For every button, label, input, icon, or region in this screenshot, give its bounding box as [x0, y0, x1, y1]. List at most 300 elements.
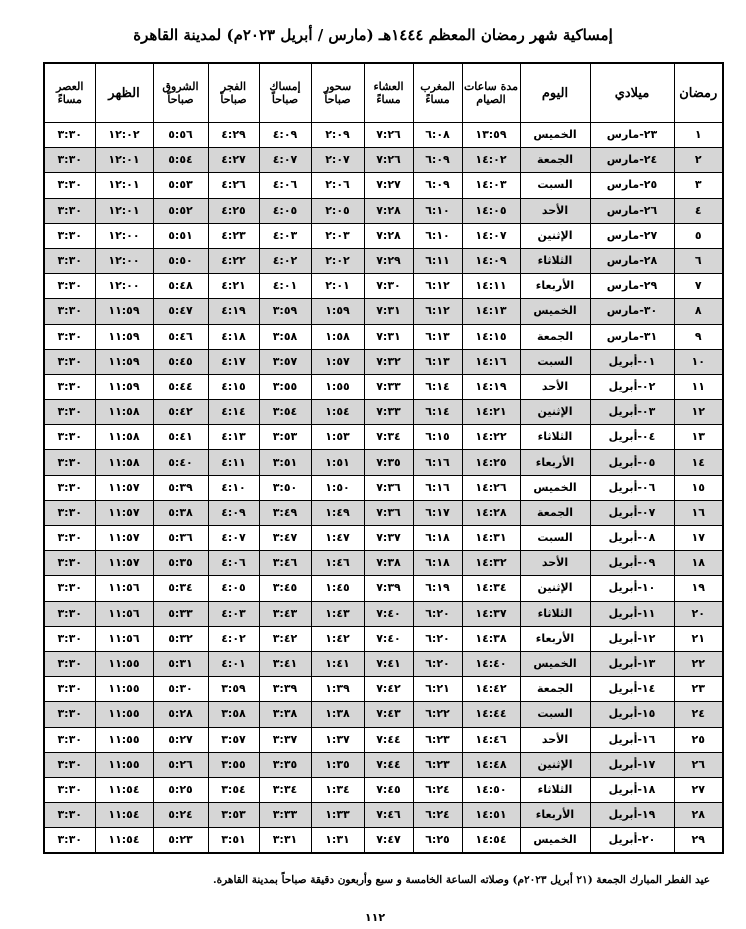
cell-suhoor: ١:٤٥: [311, 576, 364, 601]
cell-asr: ٣:٣٠: [44, 475, 95, 500]
cell-day: الإثنين: [520, 400, 590, 425]
cell-imsak: ٣:٥٥: [259, 374, 311, 399]
cell-shurooq: ٥:٥٢: [153, 198, 208, 223]
cell-asr: ٣:٣٠: [44, 349, 95, 374]
cell-dhuhr: ١١:٥٥: [95, 752, 153, 777]
cell-fajr: ٣:٥٤: [208, 777, 259, 802]
table-row: [44, 551, 723, 576]
cell-suhoor: ١:٣٣: [311, 803, 364, 828]
cell-maghrib: ٦:٢٥: [413, 828, 462, 854]
cell-day: الثلاثاء: [520, 248, 590, 273]
cell-isha: ٧:٤٢: [364, 677, 413, 702]
cell-imsak: ٣:٣٥: [259, 752, 311, 777]
cell-fajr: ٤:٢٩: [208, 123, 259, 148]
cell-shurooq: ٥:٣٢: [153, 626, 208, 651]
cell-shurooq: ٥:٤٢: [153, 400, 208, 425]
cell-shurooq: ٥:٣١: [153, 651, 208, 676]
cell-imsak: ٣:٤٩: [259, 500, 311, 525]
cell-ramadan: ١٨: [674, 551, 723, 576]
table-row: [44, 374, 723, 399]
cell-day: الأربعاء: [520, 450, 590, 475]
cell-day: الأحد: [520, 198, 590, 223]
cell-miladi: ٣٠-مارس: [590, 299, 674, 324]
cell-imsak: ٤:٠٩: [259, 123, 311, 148]
cell-fajr: ٤:١١: [208, 450, 259, 475]
cell-suhoor: ١:٤٩: [311, 500, 364, 525]
cell-dhuhr: ١١:٥٨: [95, 425, 153, 450]
cell-fasting-duration: ١٣:٥٩: [462, 123, 520, 148]
cell-isha: ٧:٤٠: [364, 601, 413, 626]
cell-isha: ٧:٣٠: [364, 274, 413, 299]
cell-shurooq: ٥:٥٤: [153, 148, 208, 173]
cell-day: الجمعة: [520, 677, 590, 702]
cell-maghrib: ٦:١٤: [413, 400, 462, 425]
cell-miladi: ١١-أبريل: [590, 601, 674, 626]
cell-isha: ٧:٢٦: [364, 123, 413, 148]
cell-suhoor: ١:٤١: [311, 651, 364, 676]
cell-maghrib: ٦:١٩: [413, 576, 462, 601]
cell-day: السبت: [520, 702, 590, 727]
cell-miladi: ١٩-أبريل: [590, 803, 674, 828]
cell-fajr: ٣:٥٥: [208, 752, 259, 777]
cell-suhoor: ٢:٠٣: [311, 223, 364, 248]
cell-asr: ٣:٣٠: [44, 551, 95, 576]
cell-ramadan: ٢٩: [674, 828, 723, 854]
cell-ramadan: ٤: [674, 198, 723, 223]
cell-asr: ٣:٣٠: [44, 299, 95, 324]
cell-isha: ٧:٣٣: [364, 374, 413, 399]
table-row: [44, 702, 723, 727]
cell-dhuhr: ١٢:٠١: [95, 198, 153, 223]
cell-suhoor: ٢:٠٧: [311, 148, 364, 173]
cell-fajr: ٤:٢٧: [208, 148, 259, 173]
cell-ramadan: ١٢: [674, 400, 723, 425]
cell-asr: ٣:٣٠: [44, 248, 95, 273]
cell-imsak: ٣:٣٤: [259, 777, 311, 802]
cell-isha: ٧:٢٧: [364, 173, 413, 198]
cell-shurooq: ٥:٢٣: [153, 828, 208, 854]
cell-fajr: ٤:١٩: [208, 299, 259, 324]
cell-fasting-duration: ١٤:٠٧: [462, 223, 520, 248]
table-row: [44, 148, 723, 173]
cell-fajr: ٤:٢٣: [208, 223, 259, 248]
cell-fasting-duration: ١٤:٥٠: [462, 777, 520, 802]
cell-fasting-duration: ١٤:١٣: [462, 299, 520, 324]
cell-miladi: ٢٣-مارس: [590, 123, 674, 148]
cell-miladi: ١٣-أبريل: [590, 651, 674, 676]
cell-suhoor: ٢:٠٢: [311, 248, 364, 273]
cell-day: الإثنين: [520, 576, 590, 601]
cell-isha: ٧:٣٩: [364, 576, 413, 601]
cell-maghrib: ٦:١١: [413, 248, 462, 273]
cell-day: الأحد: [520, 551, 590, 576]
table-row: [44, 576, 723, 601]
cell-fajr: ٤:٠٩: [208, 500, 259, 525]
cell-fasting-duration: ١٤:٠٥: [462, 198, 520, 223]
cell-fasting-duration: ١٤:٣١: [462, 526, 520, 551]
cell-maghrib: ٦:١٢: [413, 274, 462, 299]
cell-dhuhr: ١١:٥٩: [95, 299, 153, 324]
cell-ramadan: ١٤: [674, 450, 723, 475]
cell-day: الثلاثاء: [520, 601, 590, 626]
cell-maghrib: ٦:٠٨: [413, 123, 462, 148]
cell-shurooq: ٥:٢٥: [153, 777, 208, 802]
table-row: [44, 752, 723, 777]
cell-day: الثلاثاء: [520, 777, 590, 802]
cell-shurooq: ٥:٢٧: [153, 727, 208, 752]
cell-maghrib: ٦:١٦: [413, 450, 462, 475]
cell-dhuhr: ١٢:٠١: [95, 148, 153, 173]
cell-miladi: ١٠-أبريل: [590, 576, 674, 601]
cell-shurooq: ٥:٤٦: [153, 324, 208, 349]
cell-miladi: ١٧-أبريل: [590, 752, 674, 777]
cell-imsak: ٣:٥٠: [259, 475, 311, 500]
cell-asr: ٣:٣٠: [44, 500, 95, 525]
cell-fasting-duration: ١٤:٣٤: [462, 576, 520, 601]
cell-miladi: ١٥-أبريل: [590, 702, 674, 727]
cell-fasting-duration: ١٤:١٥: [462, 324, 520, 349]
table-row: [44, 601, 723, 626]
cell-suhoor: ١:٣١: [311, 828, 364, 854]
cell-imsak: ٤:٠٧: [259, 148, 311, 173]
table-row: [44, 299, 723, 324]
cell-suhoor: ١:٤٢: [311, 626, 364, 651]
column-header-shurooq: الشروق صباحاً: [153, 63, 208, 123]
cell-maghrib: ٦:٢٣: [413, 727, 462, 752]
cell-maghrib: ٦:٢٠: [413, 601, 462, 626]
cell-ramadan: ٢٠: [674, 601, 723, 626]
cell-shurooq: ٥:٥١: [153, 223, 208, 248]
cell-imsak: ٣:٣١: [259, 828, 311, 854]
cell-maghrib: ٦:٢٤: [413, 803, 462, 828]
cell-fasting-duration: ١٤:٠٢: [462, 148, 520, 173]
cell-miladi: ٠٥-أبريل: [590, 450, 674, 475]
table-row: [44, 349, 723, 374]
cell-asr: ٣:٣٠: [44, 601, 95, 626]
cell-isha: ٧:٣٧: [364, 526, 413, 551]
table-row: [44, 400, 723, 425]
cell-shurooq: ٥:٥٦: [153, 123, 208, 148]
cell-ramadan: ٢١: [674, 626, 723, 651]
cell-imsak: ٤:٠٥: [259, 198, 311, 223]
table-row: [44, 651, 723, 676]
cell-suhoor: ١:٥١: [311, 450, 364, 475]
cell-shurooq: ٥:٣٦: [153, 526, 208, 551]
cell-miladi: ٠٢-أبريل: [590, 374, 674, 399]
cell-day: الجمعة: [520, 500, 590, 525]
cell-miladi: ٢٨-مارس: [590, 248, 674, 273]
cell-miladi: ٠٣-أبريل: [590, 400, 674, 425]
cell-dhuhr: ١١:٥٨: [95, 450, 153, 475]
column-header-ramadan: رمضان: [674, 63, 723, 123]
cell-suhoor: ١:٣٤: [311, 777, 364, 802]
cell-asr: ٣:٣٠: [44, 626, 95, 651]
cell-asr: ٣:٣٠: [44, 374, 95, 399]
cell-isha: ٧:٢٨: [364, 223, 413, 248]
cell-isha: ٧:٤٤: [364, 727, 413, 752]
cell-maghrib: ٦:٢٢: [413, 702, 462, 727]
cell-day: الخميس: [520, 475, 590, 500]
cell-shurooq: ٥:٥٣: [153, 173, 208, 198]
cell-fajr: ٤:١٤: [208, 400, 259, 425]
table-row: [44, 803, 723, 828]
cell-day: الخميس: [520, 299, 590, 324]
table-row: [44, 450, 723, 475]
cell-ramadan: ٧: [674, 274, 723, 299]
cell-isha: ٧:٣٦: [364, 475, 413, 500]
cell-miladi: ٢٥-مارس: [590, 173, 674, 198]
cell-dhuhr: ١١:٥٦: [95, 601, 153, 626]
cell-ramadan: ٢٨: [674, 803, 723, 828]
cell-dhuhr: ١٢:٠٢: [95, 123, 153, 148]
cell-suhoor: ١:٤٧: [311, 526, 364, 551]
cell-suhoor: ٢:٠٥: [311, 198, 364, 223]
cell-fajr: ٣:٥١: [208, 828, 259, 854]
cell-maghrib: ٦:١٤: [413, 374, 462, 399]
cell-dhuhr: ١١:٥٧: [95, 526, 153, 551]
cell-isha: ٧:٤٤: [364, 752, 413, 777]
cell-fajr: ٣:٥٧: [208, 727, 259, 752]
cell-dhuhr: ١١:٥٦: [95, 576, 153, 601]
cell-imsak: ٣:٤٦: [259, 551, 311, 576]
cell-suhoor: ١:٥٤: [311, 400, 364, 425]
table-row: [44, 626, 723, 651]
cell-shurooq: ٥:٣٥: [153, 551, 208, 576]
cell-ramadan: ١٥: [674, 475, 723, 500]
table-row: [44, 223, 723, 248]
cell-fasting-duration: ١٤:٠٩: [462, 248, 520, 273]
cell-day: الإثنين: [520, 752, 590, 777]
cell-maghrib: ٦:٢١: [413, 677, 462, 702]
cell-maghrib: ٦:١٨: [413, 551, 462, 576]
cell-day: الجمعة: [520, 324, 590, 349]
cell-asr: ٣:٣٠: [44, 702, 95, 727]
cell-asr: ٣:٣٠: [44, 752, 95, 777]
cell-fasting-duration: ١٤:٥١: [462, 803, 520, 828]
cell-day: السبت: [520, 526, 590, 551]
column-header-suhoor: سحور صباحاً: [311, 63, 364, 123]
cell-ramadan: ٢٣: [674, 677, 723, 702]
cell-shurooq: ٥:٣٤: [153, 576, 208, 601]
cell-dhuhr: ١١:٥٥: [95, 727, 153, 752]
cell-asr: ٣:٣٠: [44, 526, 95, 551]
cell-maghrib: ٦:٠٩: [413, 173, 462, 198]
cell-imsak: ٣:٣٣: [259, 803, 311, 828]
column-header-asr: العصر مساءً: [44, 63, 95, 123]
cell-fasting-duration: ١٤:٣٢: [462, 551, 520, 576]
cell-miladi: ٢٠-أبريل: [590, 828, 674, 854]
cell-dhuhr: ١١:٥٧: [95, 500, 153, 525]
cell-ramadan: ١٩: [674, 576, 723, 601]
cell-isha: ٧:٣٦: [364, 500, 413, 525]
cell-suhoor: ١:٣٧: [311, 727, 364, 752]
cell-suhoor: ١:٥٠: [311, 475, 364, 500]
cell-miladi: ٣١-مارس: [590, 324, 674, 349]
column-header-maghrib: المغرب مساءً: [413, 63, 462, 123]
cell-day: الثلاثاء: [520, 425, 590, 450]
cell-ramadan: ١٦: [674, 500, 723, 525]
table-row: [44, 274, 723, 299]
cell-maghrib: ٦:٢٤: [413, 777, 462, 802]
cell-ramadan: ١٠: [674, 349, 723, 374]
cell-ramadan: ٨: [674, 299, 723, 324]
cell-imsak: ٣:٤٥: [259, 576, 311, 601]
cell-fajr: ٤:١٧: [208, 349, 259, 374]
cell-asr: ٣:٣٠: [44, 651, 95, 676]
cell-suhoor: ١:٤٣: [311, 601, 364, 626]
cell-miladi: ١٦-أبريل: [590, 727, 674, 752]
cell-fasting-duration: ١٤:٠٣: [462, 173, 520, 198]
cell-shurooq: ٥:٥٠: [153, 248, 208, 273]
cell-miladi: ١٢-أبريل: [590, 626, 674, 651]
cell-miladi: ٠٨-أبريل: [590, 526, 674, 551]
cell-asr: ٣:٣٠: [44, 324, 95, 349]
cell-dhuhr: ١١:٥٨: [95, 400, 153, 425]
cell-fasting-duration: ١٤:٤٦: [462, 727, 520, 752]
cell-shurooq: ٥:٣٩: [153, 475, 208, 500]
table-row: [44, 500, 723, 525]
cell-fajr: ٤:١٣: [208, 425, 259, 450]
cell-asr: ٣:٣٠: [44, 425, 95, 450]
cell-day: الخميس: [520, 828, 590, 854]
cell-isha: ٧:٤٥: [364, 777, 413, 802]
cell-maghrib: ٦:٠٩: [413, 148, 462, 173]
cell-asr: ٣:٣٠: [44, 828, 95, 854]
cell-miladi: ٠٦-أبريل: [590, 475, 674, 500]
cell-asr: ٣:٣٠: [44, 576, 95, 601]
cell-ramadan: ٢٦: [674, 752, 723, 777]
cell-maghrib: ٦:٢٣: [413, 752, 462, 777]
cell-imsak: ٣:٣٨: [259, 702, 311, 727]
cell-imsak: ٤:٠٦: [259, 173, 311, 198]
cell-day: الخميس: [520, 123, 590, 148]
cell-shurooq: ٥:٤٥: [153, 349, 208, 374]
cell-isha: ٧:٤٦: [364, 803, 413, 828]
cell-dhuhr: ١١:٥٤: [95, 828, 153, 854]
cell-fasting-duration: ١٤:٢٥: [462, 450, 520, 475]
cell-fasting-duration: ١٤:٤٢: [462, 677, 520, 702]
cell-ramadan: ٦: [674, 248, 723, 273]
column-header-imsak: إمساك صباحاً: [259, 63, 311, 123]
cell-maghrib: ٦:١٥: [413, 425, 462, 450]
cell-isha: ٧:٤٠: [364, 626, 413, 651]
cell-fasting-duration: ١٤:٢٦: [462, 475, 520, 500]
cell-day: الخميس: [520, 651, 590, 676]
table-row: [44, 526, 723, 551]
cell-day: الأحد: [520, 727, 590, 752]
cell-imsak: ٣:٥٤: [259, 400, 311, 425]
cell-shurooq: ٥:٤٧: [153, 299, 208, 324]
cell-isha: ٧:٣٢: [364, 349, 413, 374]
cell-dhuhr: ١١:٥٤: [95, 803, 153, 828]
cell-ramadan: ٢٤: [674, 702, 723, 727]
cell-suhoor: ١:٥٩: [311, 299, 364, 324]
cell-day: الجمعة: [520, 148, 590, 173]
cell-ramadan: ٣: [674, 173, 723, 198]
cell-asr: ٣:٣٠: [44, 148, 95, 173]
cell-asr: ٣:٣٠: [44, 123, 95, 148]
cell-fasting-duration: ١٤:١٦: [462, 349, 520, 374]
cell-fajr: ٤:٢٥: [208, 198, 259, 223]
cell-suhoor: ١:٣٥: [311, 752, 364, 777]
cell-fajr: ٣:٥٣: [208, 803, 259, 828]
cell-fajr: ٤:١٨: [208, 324, 259, 349]
table-row: [44, 777, 723, 802]
cell-miladi: ١٨-أبريل: [590, 777, 674, 802]
page-number: ١١٢: [364, 911, 386, 924]
cell-imsak: ٤:٠٣: [259, 223, 311, 248]
cell-fasting-duration: ١٤:٤٤: [462, 702, 520, 727]
table-row: [44, 677, 723, 702]
cell-fajr: ٤:٢١: [208, 274, 259, 299]
table-row: [44, 828, 723, 854]
cell-isha: ٧:٢٦: [364, 148, 413, 173]
cell-dhuhr: ١٢:٠٠: [95, 223, 153, 248]
cell-miladi: ٢٦-مارس: [590, 198, 674, 223]
cell-asr: ٣:٣٠: [44, 198, 95, 223]
cell-fasting-duration: ١٤:٣٧: [462, 601, 520, 626]
table-row: [44, 475, 723, 500]
cell-suhoor: ٢:٠٩: [311, 123, 364, 148]
cell-asr: ٣:٣٠: [44, 803, 95, 828]
cell-suhoor: ٢:٠١: [311, 274, 364, 299]
cell-shurooq: ٥:٤٠: [153, 450, 208, 475]
cell-ramadan: ٢: [674, 148, 723, 173]
cell-fajr: ٤:٠٢: [208, 626, 259, 651]
cell-isha: ٧:٤٧: [364, 828, 413, 854]
cell-fasting-duration: ١٤:١١: [462, 274, 520, 299]
cell-fasting-duration: ١٤:٤٨: [462, 752, 520, 777]
cell-miladi: ٢٧-مارس: [590, 223, 674, 248]
table-header-row: [44, 63, 723, 123]
cell-dhuhr: ١١:٥٧: [95, 475, 153, 500]
cell-shurooq: ٥:٤٨: [153, 274, 208, 299]
cell-suhoor: ١:٣٨: [311, 702, 364, 727]
table-body: [44, 123, 723, 854]
cell-maghrib: ٦:١٨: [413, 526, 462, 551]
cell-fajr: ٤:٢٦: [208, 173, 259, 198]
cell-isha: ٧:٣٨: [364, 551, 413, 576]
cell-shurooq: ٥:٢٦: [153, 752, 208, 777]
cell-asr: ٣:٣٠: [44, 400, 95, 425]
cell-suhoor: ١:٥٥: [311, 374, 364, 399]
cell-maghrib: ٦:١٣: [413, 324, 462, 349]
cell-asr: ٣:٣٠: [44, 274, 95, 299]
cell-imsak: ٣:٥١: [259, 450, 311, 475]
cell-maghrib: ٦:٢٠: [413, 651, 462, 676]
cell-ramadan: ١٣: [674, 425, 723, 450]
cell-asr: ٣:٣٠: [44, 777, 95, 802]
cell-shurooq: ٥:٤١: [153, 425, 208, 450]
cell-miladi: ٠٧-أبريل: [590, 500, 674, 525]
cell-isha: ٧:٣٣: [364, 400, 413, 425]
cell-fajr: ٤:٠١: [208, 651, 259, 676]
cell-dhuhr: ١٢:٠٠: [95, 248, 153, 273]
cell-day: الأربعاء: [520, 626, 590, 651]
table-row: [44, 123, 723, 148]
cell-ramadan: ٢٧: [674, 777, 723, 802]
cell-shurooq: ٥:٣٣: [153, 601, 208, 626]
cell-dhuhr: ١١:٥٥: [95, 702, 153, 727]
cell-shurooq: ٥:٢٨: [153, 702, 208, 727]
cell-imsak: ٣:٤٢: [259, 626, 311, 651]
footer-note: عيد الفطر المبارك الجمعة (٢١ أبريل ٢٠٢٣م) وصلاته الساعة الخامسة و سبع وأربعون دقيقة صباحاً بمدينة القاهرة.: [212, 874, 710, 886]
cell-suhoor: ١:٤٦: [311, 551, 364, 576]
table-row: [44, 425, 723, 450]
cell-isha: ٧:٢٨: [364, 198, 413, 223]
cell-miladi: ١٤-أبريل: [590, 677, 674, 702]
cell-maghrib: ٦:٢٠: [413, 626, 462, 651]
